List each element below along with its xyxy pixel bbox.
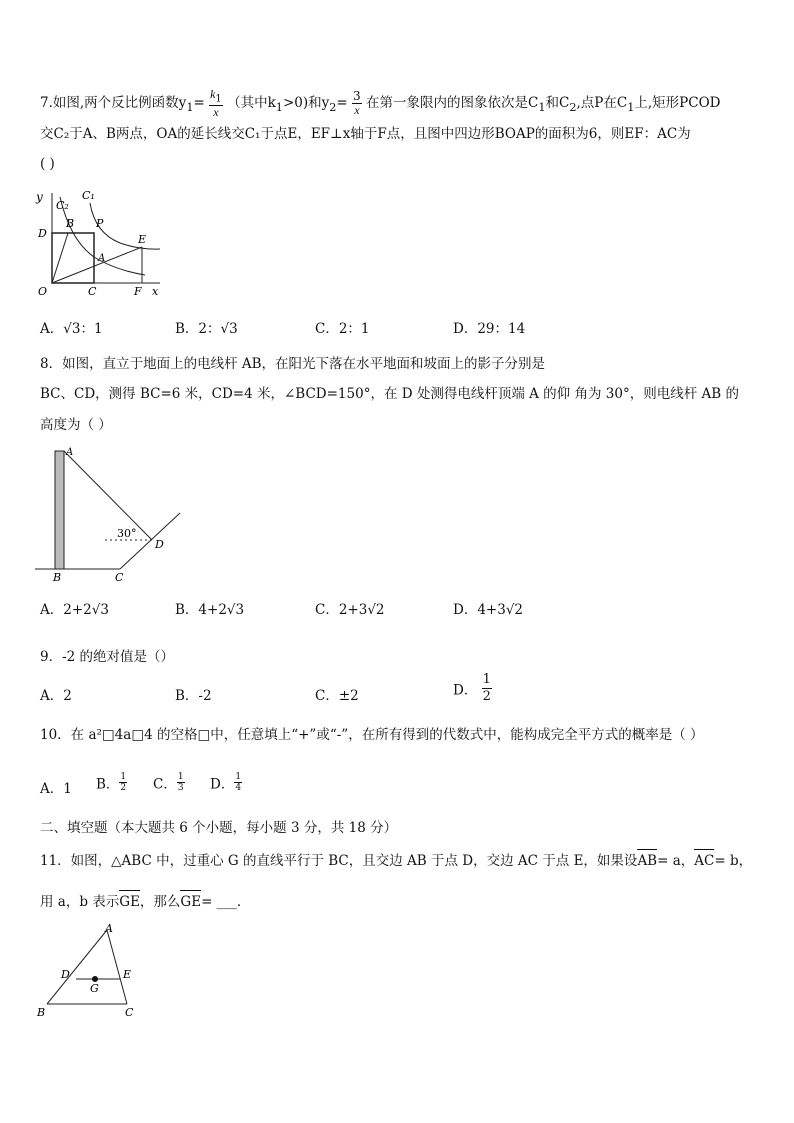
q11-label-b: B (37, 1006, 46, 1019)
q7-label-f: F (134, 285, 142, 298)
q9-option-d[interactable]: D． $\frac{1}{2}$ (453, 672, 491, 704)
q7-label-o: O (38, 285, 48, 298)
q11-label-g: G (90, 982, 99, 995)
q7-option-d[interactable]: D．29：14 (453, 321, 526, 337)
q8-label-d: D (155, 538, 164, 551)
q11-label-e: E (123, 968, 132, 981)
q8-option-a[interactable]: A．2+2√3 (40, 602, 109, 618)
q7-figure (30, 185, 170, 300)
q8-label-c: C (115, 571, 124, 584)
q7-label-d: D (38, 227, 47, 240)
q8-option-b[interactable]: B．4+2√3 (175, 602, 245, 618)
q8-label-angle: 30° (117, 527, 137, 540)
q7-fraction-3-x: $\frac{3}{x}$ (353, 89, 361, 118)
q8-figure (35, 445, 195, 585)
q9-text: 9．-2 的绝对值是（） (40, 649, 175, 665)
vector-ge-answer: GE (180, 894, 202, 910)
q7-label-c1: C₁ (82, 189, 95, 202)
section-2-title: 二、填空题（本大题共 6 个小题，每小题 3 分，共 18 分） (40, 820, 398, 836)
vector-ge: GE (119, 894, 140, 910)
q10-option-d[interactable]: D． $\frac{1}{4}$ (210, 772, 242, 793)
q10-option-b[interactable]: B． $\frac{1}{2}$ (96, 772, 127, 793)
q10-option-a[interactable]: A．1 (40, 781, 72, 797)
q10-text: 10．在 a²□4a□4 的空格□中，任意填上“+”或“-”，在所有得到的代数式中，能构成完全平方式的概率是（ ） (40, 727, 704, 743)
q8-line3: 高度为（ ） (40, 417, 112, 433)
q11-figure (35, 922, 145, 1022)
q7-label-c2: C₂ (56, 199, 69, 212)
q7-fraction-k1-x: $\frac{k_1}{x}$ (210, 87, 222, 120)
q7-line2: 交C₂于A、B两点，OA的延长线交C₁于点E，EF⊥x轴于F点，且图中四边形BOAP的面积为6，则EF：AC为 (40, 126, 691, 142)
q11-line1: 11．如图，△ABC 中，过重心 G 的直线平行于 BC，且交边 AB 于点 D，交边 AC 于点 E，如果设AB= a，AC= b， (40, 853, 753, 869)
q7-label-c: C (88, 285, 97, 298)
q8-option-c[interactable]: C．2+3√2 (315, 602, 385, 618)
vector-ac: AC (694, 853, 715, 869)
q9-option-c[interactable]: C．±2 (315, 688, 359, 704)
q7-answer-bracket: ( ) (40, 156, 55, 172)
q7-label-b: B (66, 217, 75, 230)
q7-option-b[interactable]: B．2：√3 (175, 321, 238, 337)
q7-label-a: A (98, 253, 106, 264)
q7-line1: 7.如图,两个反比例函数$y_1=$ $\frac{k_1}{x}$ （其中$k_1>0$)和$y_2=$ $\frac{3}{x}$ 在第一象限内的图象依次是$C_1$和$C_2$,点P在$C_1$上,矩形PCOD (40, 87, 721, 120)
q8-label-b: B (53, 571, 62, 584)
q11-label-c: C (125, 1006, 134, 1019)
q10-option-c[interactable]: C． $\frac{1}{3}$ (153, 772, 184, 793)
q7-option-a[interactable]: A．√3：1 (40, 321, 103, 337)
vector-ab: AB (637, 853, 658, 869)
q11-line2: 用 a，b 表示GE，那么GE= ___． (40, 894, 251, 910)
q11-label-a: A (105, 922, 113, 935)
q11-label-d: D (61, 968, 70, 981)
q8-line1: 8．如图，直立于地面上的电线杆 AB，在阳光下落在水平地面和坡面上的影子分别是 (40, 356, 546, 372)
q7-option-c[interactable]: C．2：1 (315, 321, 370, 337)
q8-label-a: A (66, 447, 74, 458)
q9-option-b[interactable]: B．-2 (175, 688, 212, 704)
q7-label-e: E (138, 233, 147, 246)
q7-label-y: y (36, 190, 43, 204)
q8-line2: BC、CD，测得 BC=6 米，CD=4 米，∠BCD=150°，在 D 处测得电线杆顶端 A 的仰 角为 30°，则电线杆 AB 的 (40, 386, 739, 402)
q7-label-x: x (152, 285, 159, 298)
q8-option-d[interactable]: D．4+3√2 (453, 602, 524, 618)
q7-label-p: P (96, 217, 104, 230)
q9-option-a[interactable]: A．2 (40, 688, 72, 704)
